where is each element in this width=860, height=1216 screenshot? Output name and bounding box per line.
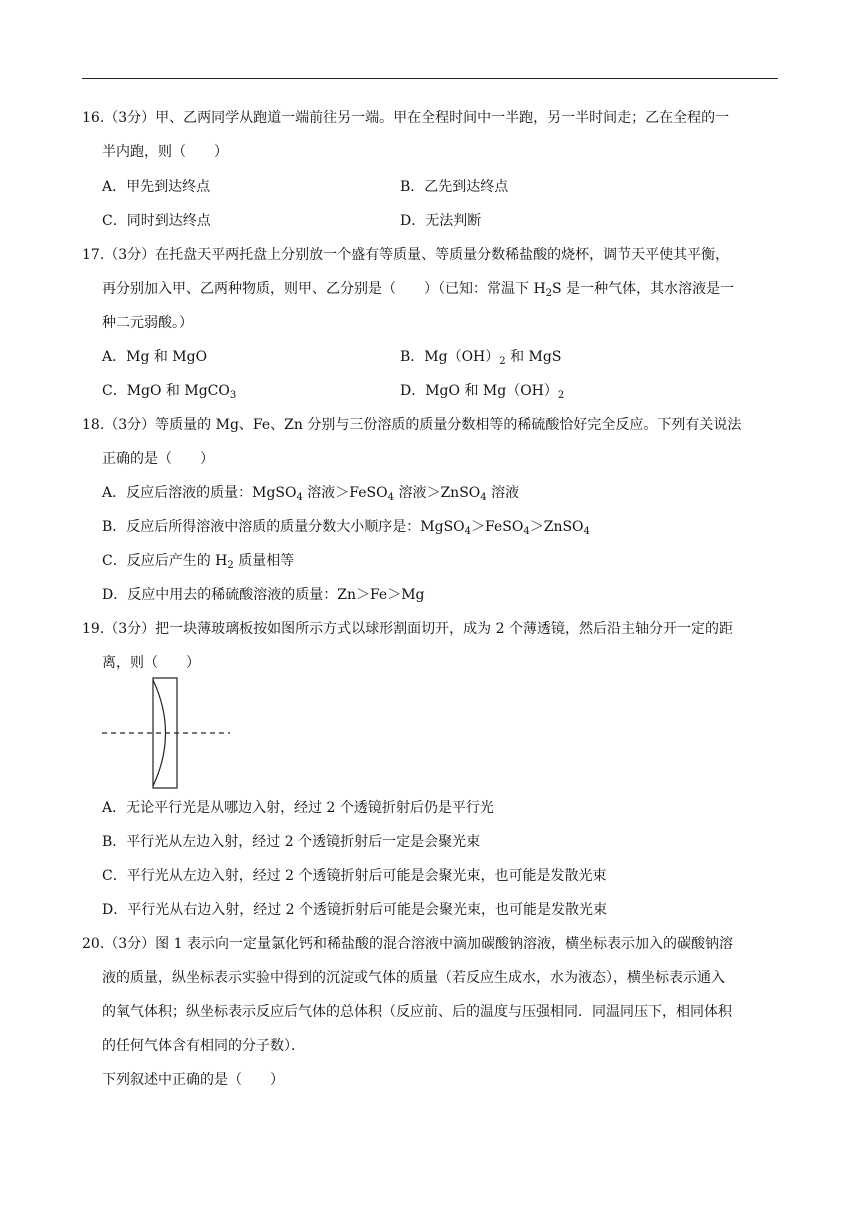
q20-stem-line4: 的任何气体含有相同的分子数）． xyxy=(102,1038,305,1054)
q17-stem-line2: 再分别加入甲、乙两种物质，则甲、乙分别是（ ）（已知：常温下 $H_2S$ 是一种气体，其水溶液是一 xyxy=(102,281,735,299)
q16-option-a: A．甲先到达终点 xyxy=(102,179,211,195)
q20-stem-line3: 的氧气体积；纵坐标表示反应后气体的总体积（反应前、后的温度与压强相同．同温同压下，相同体积 xyxy=(102,1004,732,1020)
q16-stem-line2: 半内跑，则（ ） xyxy=(102,144,228,160)
q16-option-b: B．乙先到达终点 xyxy=(400,179,509,195)
q20-stem-line5: 下列叙述中正确的是（ ） xyxy=(102,1072,284,1088)
q20-stem-line2: 液的质量，纵坐标表示实验中得到的沉淀或气体的质量（若反应生成水，水为液态），横坐标表示通入 xyxy=(102,970,725,986)
q17-option-c: C．MgO 和 MgCO$_3$ xyxy=(102,383,237,401)
q17-option-a: A．Mg 和 MgO xyxy=(102,349,208,365)
q18-option-a: A．反应后溶液的质量：MgSO$_4$ 溶液＞FeSO$_4$ 溶液＞ZnSO$_4$ 溶液 xyxy=(102,485,520,503)
q19-option-c: C．平行光从左边入射，经过 2 个透镜折射后可能是会聚光束，也可能是发散光束 xyxy=(102,868,607,884)
q19-option-d: D．平行光从右边入射，经过 2 个透镜折射后可能是会聚光束，也可能是发散光束 xyxy=(102,902,608,918)
q18-option-c: C．反应后产生的 $H_2$ 质量相等 xyxy=(102,553,295,571)
q19-option-b: B．平行光从左边入射，经过 2 个透镜折射后一定是会聚光束 xyxy=(102,834,481,850)
q19-stem-line2: 离，则（ ） xyxy=(102,655,200,671)
q19-option-a: A．无论平行光是从哪边入射，经过 2 个透镜折射后仍是平行光 xyxy=(102,800,494,816)
q19-stem-line1: 19.（3分）把一块薄玻璃板按如图所示方式以球形割面切开，成为 2 个薄透镜，然后沿主轴分开一定的距 xyxy=(82,621,733,637)
q16-option-d: D．无法判断 xyxy=(400,213,482,229)
q20-stem-line1: 20.（3分）图 1 表示向一定量氯化钙和稀盐酸的混合溶液中滴加碳酸钠溶液，横坐标表示加入的碳酸钠溶 xyxy=(82,936,733,952)
q18-stem-line2: 正确的是（ ） xyxy=(102,451,214,467)
q17-option-d: D．MgO 和 $Mg(OH)_2$ xyxy=(400,383,565,401)
q17-option-b: B．$Mg(OH)_2$ 和 MgS xyxy=(400,349,562,367)
q16-option-c: C．同时到达终点 xyxy=(102,213,211,229)
q16-stem-line1: 16.（3分）甲、乙两同学从跑道一端前往另一端。甲在全程时间中一半跑，另一半时间走；乙在全程的一 xyxy=(82,110,730,126)
header-rule xyxy=(82,78,778,79)
q18-option-d: D．反应中用去的稀硫酸溶液的质量：Zn＞Fe＞Mg xyxy=(102,587,425,603)
q17-stem-line3: 种二元弱酸。） xyxy=(102,315,193,331)
lens-figure xyxy=(100,676,240,792)
q18-stem-line1: 18.（3分）等质量的 Mg、Fe、Zn 分别与三份溶质的质量分数相等的稀硫酸恰好完全反应。下列有关说法 xyxy=(82,417,742,433)
q17-stem-line1: 17.（3分）在托盘天平两托盘上分别放一个盛有等质量、等质量分数稀盐酸的烧杯，调节天平使其平衡， xyxy=(82,247,730,263)
q18-option-b: B．反应后所得溶液中溶质的质量分数大小顺序是：MgSO$_4$＞FeSO$_4$＞ZnSO$_4$ xyxy=(102,519,590,537)
